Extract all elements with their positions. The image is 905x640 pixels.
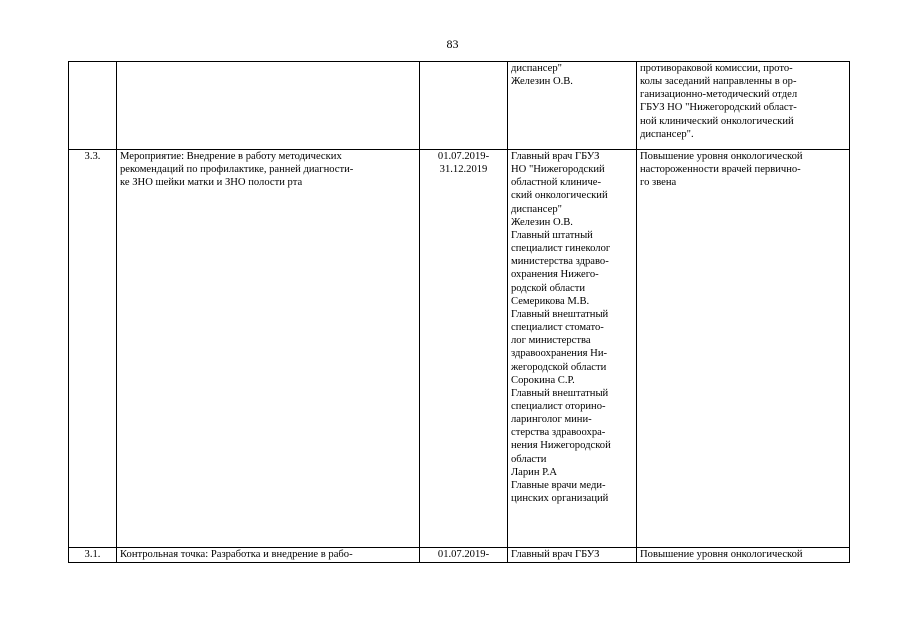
table-row [69,150,850,548]
responsible-cell: Главный врач ГБУЗ НО "Нижегородский областной клиниче- ский онкологический диспансер" Железин О.В. Главный штатный специалист гинеколог министерства здраво- охранения Нижего- родской области Семерикова М.В. Главный внештатный специалист стомато- лог министерства здравоохранения Ни- жегородской области Сорокина С.Р. Главный внештатный специалист оторино- ларинголог мини- стерства здравоохра- нения Нижегородской области Ларин Р.А Главные врачи меди- цинских организаций [508,150,637,548]
responsible-cell: Главный врач ГБУЗ [508,548,637,563]
row-number-cell [69,62,117,150]
page-number: 83 [446,37,459,51]
row-number-cell: 3.3. [69,150,117,548]
dates-cell: 01.07.2019- 31.12.2019 [420,150,508,548]
action-plan-table [68,61,850,563]
table-row [69,548,850,563]
activity-name-cell [117,62,420,150]
result-cell: Повышение уровня онкологической [637,548,850,563]
result-cell: противораковой комиссии, прото- колы заседаний направленны в ор- ганизационно-методический отдел ГБУЗ НО "Нижегородский област- ной клинический онкологический диспансер". [637,62,850,150]
dates-cell [420,62,508,150]
activity-name-cell: Мероприятие: Внедрение в работу методических рекомендаций по профилактике, ранней диагности- ке ЗНО шейки матки и ЗНО полости рта [117,150,420,548]
table-row [69,62,850,150]
row-number-cell: 3.1. [69,548,117,563]
dates-cell: 01.07.2019- [420,548,508,563]
responsible-cell: диспансер" Железин О.В. [508,62,637,150]
activity-name-cell: Контрольная точка: Разработка и внедрение в рабо- [117,548,420,563]
result-cell: Повышение уровня онкологической настороженности врачей первично- го звена [637,150,850,548]
